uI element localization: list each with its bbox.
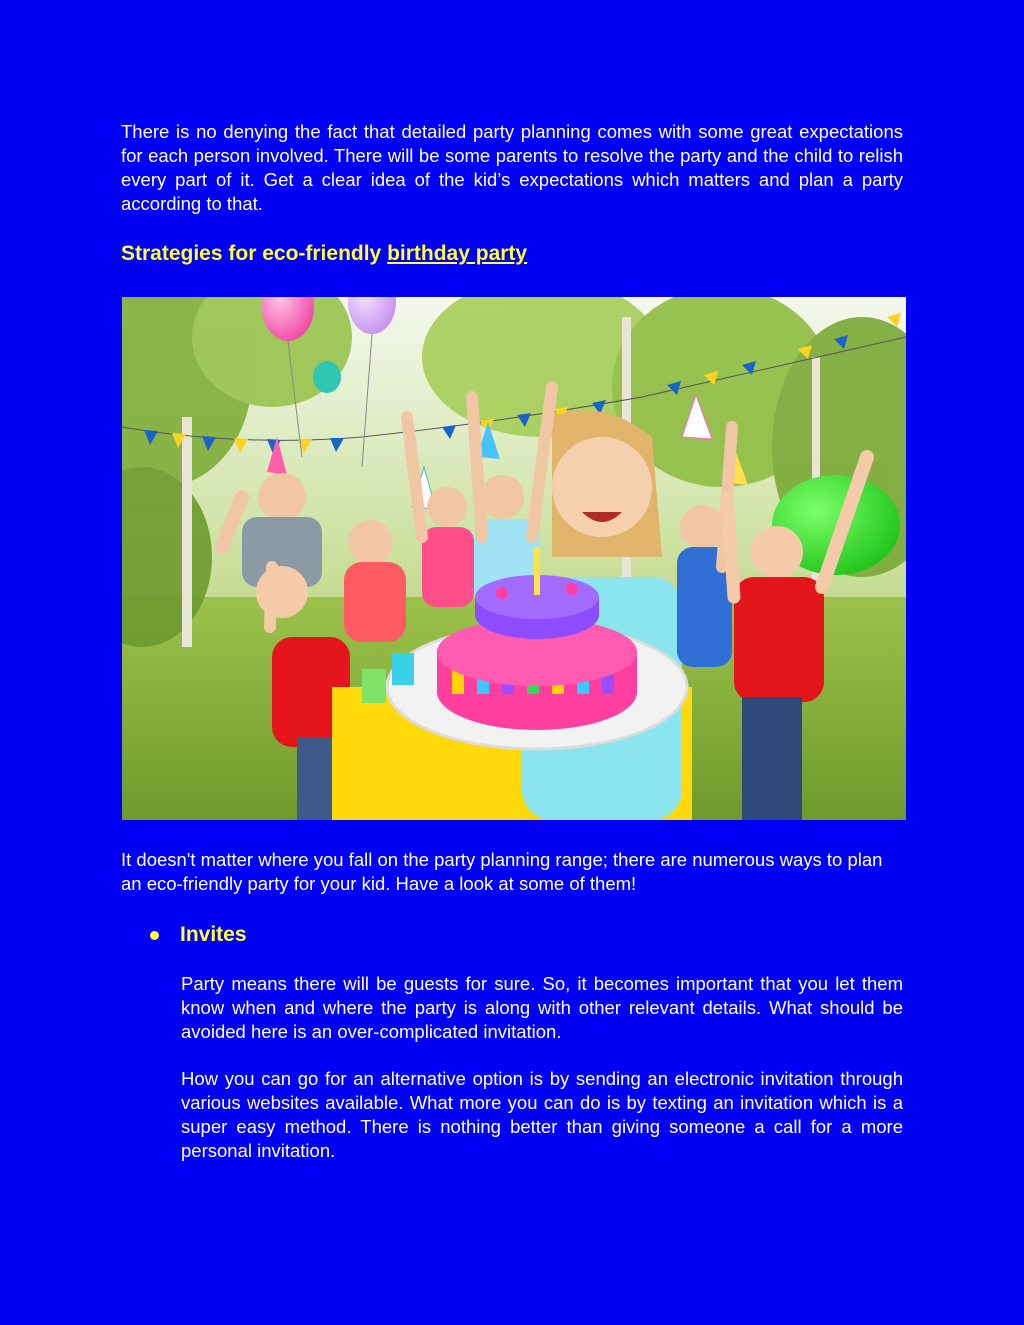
section-heading [121, 240, 527, 268]
body-paragraph: It doesn't matter where you fall on the party planning range; there are numerous ways to plan an eco-friendly party for your kid. Have a look at some of them! [121, 849, 883, 894]
birthday-party-link[interactable]: birthday party [387, 242, 528, 265]
invites-paragraph-2: How you can go for an alternative option is by sending an electronic invitation through various websites available. What more you can do is by texting an invitation which is a super easy method. There is nothing better than giving someone a call for a more personal invitation. [181, 1068, 903, 1161]
bullet-invites [150, 920, 247, 950]
invites-paragraph-1: Party means there will be guests for sure. So, it becomes important that you let them know when and where the party is along with other relevant details. What should be avoided here is an over-complicated invitation. [181, 973, 903, 1042]
heading-text: Strategies for eco-friendly [121, 242, 388, 265]
intro-paragraph: There is no denying the fact that detailed party planning comes with some great expectations for each person involved. There will be some parents to resolve the party and the child to relish every part of it. Get a clear idea of the kid’s expectations which matters and plan a party according to that. [121, 121, 903, 214]
birthday-party-photo [122, 297, 906, 820]
bullet-dot-icon [150, 931, 159, 940]
bullet-title: Invites [180, 923, 247, 946]
